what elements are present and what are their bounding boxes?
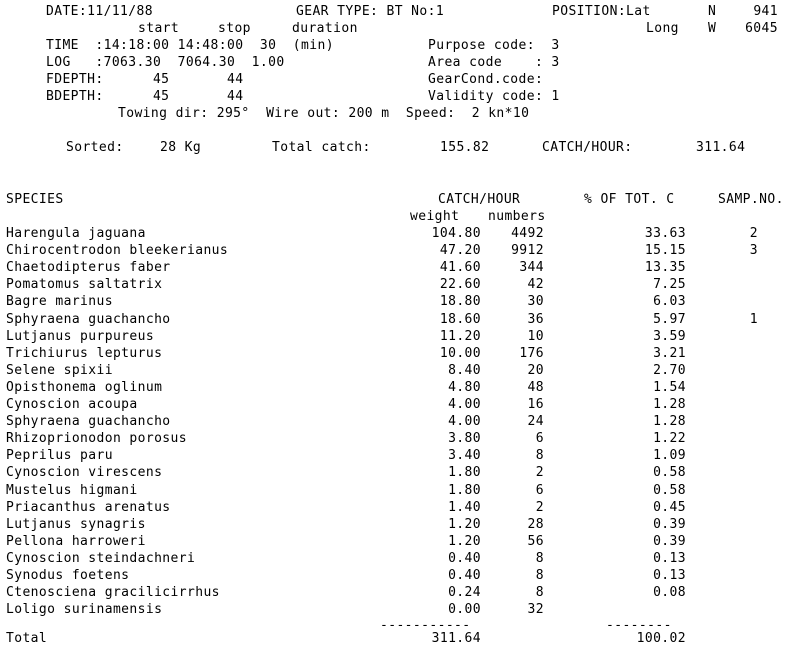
pct-value: 0.08 (653, 585, 686, 600)
numbers-value: 24 (527, 414, 544, 429)
pct-value: 1.28 (653, 397, 686, 412)
weight-value: 0.40 (448, 568, 481, 583)
catch-hour-value: 311.64 (696, 140, 746, 155)
numbers-value: 20 (527, 363, 544, 378)
species-name: Loligo surinamensis (6, 602, 163, 617)
numbers-value: 28 (527, 517, 544, 532)
pct-value: 5.97 (653, 312, 686, 327)
total-catch-value: 155.82 (440, 140, 490, 155)
numbers-value: 2 (535, 465, 544, 480)
long-direction: W (708, 21, 717, 36)
catch-hour-column-header: CATCH/HOUR (438, 192, 521, 207)
position-label: POSITION:Lat (552, 4, 651, 19)
samp-value: 2 (749, 226, 758, 241)
start-label: start (138, 21, 180, 36)
weight-value: 41.60 (439, 260, 481, 275)
weight-value: 1.80 (448, 465, 481, 480)
weight-value: 1.20 (448, 517, 481, 532)
sorted-value: 28 Kg (160, 140, 202, 155)
pct-value: 0.58 (653, 483, 686, 498)
weight-value: 3.40 (448, 448, 481, 463)
numbers-value: 56 (527, 534, 544, 549)
numbers-value: 6 (535, 431, 544, 446)
pct-value: 0.39 (653, 517, 686, 532)
towing-row: Towing dir: 295° Wire out: 200 m Speed: 2 kn*10 (118, 106, 530, 121)
species-name: Lutjanus synagris (6, 517, 146, 532)
total-pct: 100.02 (636, 631, 686, 646)
species-name: Ctenosciena gracilicirrhus (6, 585, 220, 600)
species-name: Pomatomus saltatrix (6, 277, 163, 292)
numbers-value: 30 (527, 294, 544, 309)
pct-total-rule: -------- (606, 618, 672, 633)
pct-value: 0.45 (653, 500, 686, 515)
pct-value: 7.25 (653, 277, 686, 292)
pct-value: 1.09 (653, 448, 686, 463)
numbers-value: 8 (535, 585, 544, 600)
species-name: Sphyraena guachancho (6, 414, 171, 429)
pct-value: 1.54 (653, 380, 686, 395)
pct-value: 0.39 (653, 534, 686, 549)
numbers-value: 9912 (511, 243, 544, 258)
weight-subheader: weight (410, 209, 460, 224)
pct-value: 15.15 (644, 243, 686, 258)
weight-value: 1.20 (448, 534, 481, 549)
numbers-value: 32 (527, 602, 544, 617)
samp-no-column-header: SAMP.NO. (718, 192, 784, 207)
lat-direction: N (708, 4, 717, 19)
numbers-value: 8 (535, 448, 544, 463)
weight-value: 0.24 (448, 585, 481, 600)
pct-value: 13.35 (644, 260, 686, 275)
pct-value: 2.70 (653, 363, 686, 378)
weight-value: 4.00 (448, 414, 481, 429)
numbers-value: 48 (527, 380, 544, 395)
weight-total-rule: ----------- (380, 618, 471, 633)
weight-value: 0.40 (448, 551, 481, 566)
species-name: Cynoscion acoupa (6, 397, 138, 412)
pct-value: 3.59 (653, 329, 686, 344)
weight-value: 4.80 (448, 380, 481, 395)
species-name: Bagre marinus (6, 294, 113, 309)
weight-value: 11.20 (439, 329, 481, 344)
species-name: Chaetodipterus faber (6, 260, 171, 275)
species-name: Mustelus higmani (6, 483, 138, 498)
pct-value: 1.22 (653, 431, 686, 446)
species-column-header: SPECIES (6, 192, 64, 207)
weight-value: 1.40 (448, 500, 481, 515)
numbers-value: 2 (535, 500, 544, 515)
stop-label: stop (218, 21, 251, 36)
weight-value: 104.80 (431, 226, 481, 241)
species-name: Lutjanus purpureus (6, 329, 155, 344)
weight-value: 1.80 (448, 483, 481, 498)
species-name: Selene spixii (6, 363, 113, 378)
long-value: 6045 (745, 21, 778, 36)
species-name: Trichiurus lepturus (6, 346, 163, 361)
weight-value: 10.00 (439, 346, 481, 361)
species-name: Cynoscion steindachneri (6, 551, 196, 566)
pct-total-column-header: % OF TOT. C (584, 192, 675, 207)
numbers-value: 8 (535, 568, 544, 583)
weight-value: 22.60 (439, 277, 481, 292)
weight-value: 0.00 (448, 602, 481, 617)
time-row: TIME :14:18:00 14:48:00 30 (min) (46, 38, 334, 53)
species-name: Chirocentrodon bleekerianus (6, 243, 229, 258)
numbers-value: 6 (535, 483, 544, 498)
species-name: Pellona harroweri (6, 534, 146, 549)
species-name: Rhizoprionodon porosus (6, 431, 187, 446)
total-weight: 311.64 (431, 631, 481, 646)
numbers-value: 176 (519, 346, 544, 361)
purpose-code: Purpose code: 3 (428, 38, 560, 53)
numbers-value: 4492 (511, 226, 544, 241)
species-name: Synodus foetens (6, 568, 130, 583)
gearcond-code: GearCond.code: (428, 72, 544, 87)
pct-value: 33.63 (644, 226, 686, 241)
species-name: Priacanthus arenatus (6, 500, 171, 515)
weight-value: 18.80 (439, 294, 481, 309)
samp-value: 3 (749, 243, 758, 258)
validity-code: Validity code: 1 (428, 89, 560, 104)
bdepth-row: BDEPTH: 45 44 (46, 89, 244, 104)
pct-value: 0.13 (653, 551, 686, 566)
weight-value: 3.80 (448, 431, 481, 446)
long-label: Long (646, 21, 679, 36)
pct-value: 0.58 (653, 465, 686, 480)
numbers-value: 8 (535, 551, 544, 566)
gear-type-field: GEAR TYPE: BT No:1 (296, 4, 445, 19)
species-name: Harengula jaguana (6, 226, 146, 241)
log-row: LOG :7063.30 7064.30 1.00 (46, 55, 285, 70)
pct-value: 6.03 (653, 294, 686, 309)
area-code: Area code : 3 (428, 55, 560, 70)
sorted-label: Sorted: (66, 140, 124, 155)
species-name: Opisthonema oglinum (6, 380, 163, 395)
catch-hour-label: CATCH/HOUR: (542, 140, 633, 155)
species-name: Peprilus paru (6, 448, 113, 463)
numbers-value: 10 (527, 329, 544, 344)
numbers-value: 36 (527, 312, 544, 327)
pct-value: 3.21 (653, 346, 686, 361)
weight-value: 47.20 (439, 243, 481, 258)
weight-value: 4.00 (448, 397, 481, 412)
date-field: DATE:11/11/88 (46, 4, 153, 19)
total-label: Total (6, 631, 48, 646)
numbers-subheader: numbers (488, 209, 546, 224)
pct-value: 1.28 (653, 414, 686, 429)
duration-label: duration (292, 21, 358, 36)
numbers-value: 344 (519, 260, 544, 275)
weight-value: 18.60 (439, 312, 481, 327)
weight-value: 8.40 (448, 363, 481, 378)
total-catch-label: Total catch: (272, 140, 371, 155)
species-name: Sphyraena guachancho (6, 312, 171, 327)
pct-value: 0.13 (653, 568, 686, 583)
numbers-value: 42 (527, 277, 544, 292)
numbers-value: 16 (527, 397, 544, 412)
fdepth-row: FDEPTH: 45 44 (46, 72, 244, 87)
samp-value: 1 (749, 312, 758, 327)
species-name: Cynoscion virescens (6, 465, 163, 480)
lat-value: 941 (753, 4, 778, 19)
